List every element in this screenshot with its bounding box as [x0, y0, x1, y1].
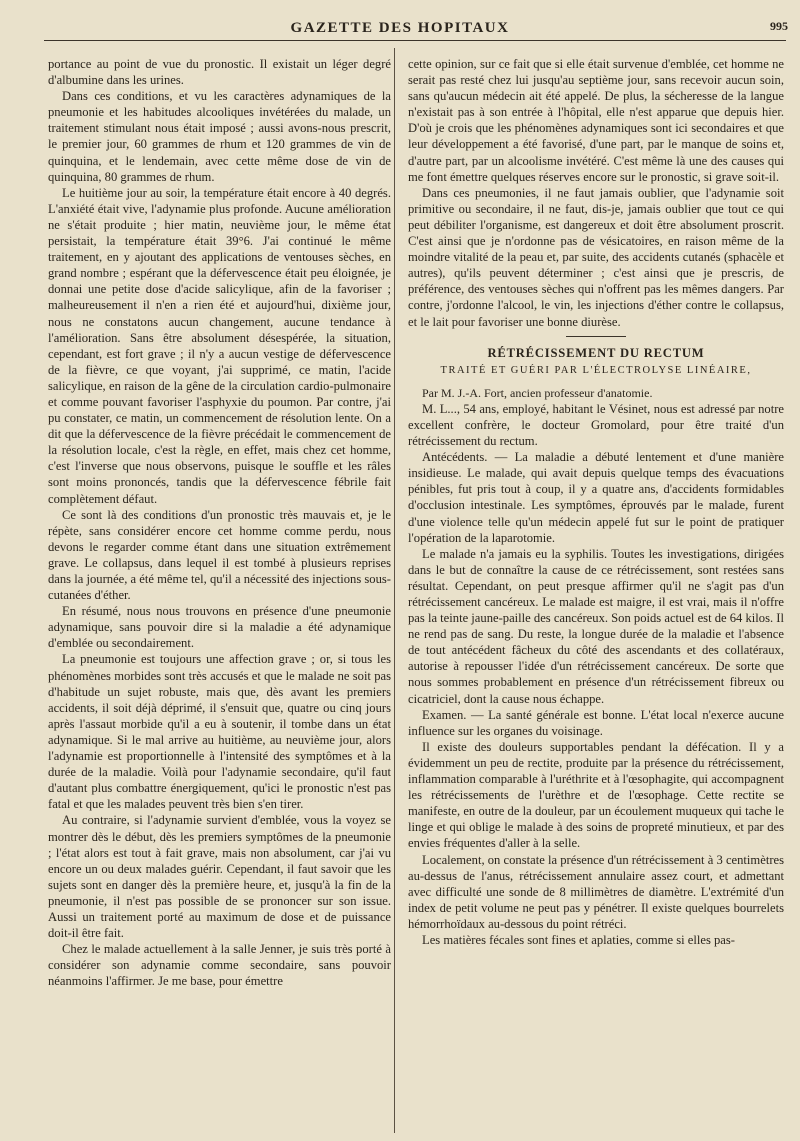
right-column	[408, 56, 784, 948]
column-divider	[394, 48, 395, 1133]
paragraph: Le huitième jour au soir, la température était encore à 40 degrés. L'anxiété était vive, l'adynamie plus profonde. Aucune amélioration ne s'était produite ; hier matin, neuvième jour, le même état persistait, la température était 39°6. J'ai continué le même traitement, en y ajoutant des applications de ventouses sèches, en grand nombre ; espérant que la défervescence était peu éloignée, je donnai une petite dose d'acide salicylique, afin de la favoriser ; malheureusement il n'en a rien été et aujourd'hui, dixième jour, nous ne constatons aucun changement, aucune tendance à l'amélioration. Sans être absolument désespérée, la situation, cependant, est fort grave ; il n'y a aucun vestige de défervescence de la fièvre, ce que voyant, j'ai supprimé, ce matin, l'acide salicylique, en raison de la gêne de la circulation cardio-pulmonaire et comme pouvant favoriser l'asphyxie du poumon. Par contre, j'ai pu constater, ce matin, un commencement de résolution lente. On a dit que la défervescence de la fièvre précédait le commencement de la résolution locale, c'est la règle, en effet, mais chez cet homme, c'est l'inverse que nous observons, puisque le souffle et les râles sont moins prononcés, tandis que la défervescence fébrile fait complètement défaut.	[48, 185, 391, 506]
paragraph: Il existe des douleurs supportables pendant la défécation. Il y a évidemment un peu de rectite, produite par la présence du rétrécissement, inflammation comparable à l'uréthrite et à l'œsophagite, qui accompagnent les rétrécissements de l'urèthre et de l'œsophage. Cette rectite se manifeste, en outre de la douleur, par un écoulement muqueux qui tache le linge et qui oblige le malade à des soins de propreté minutieux, et par des envies fréquentes d'aller à la selle.	[408, 739, 784, 851]
paragraph: cette opinion, sur ce fait que si elle était survenue d'emblée, cet homme ne serait pas resté chez lui jusqu'au septième jour, sans recevoir aucun soin, sans qu'aucun médecin ait été appelé. De plus, la sécheresse de la langue n'existait pas à son entrée à l'hôpital, elle n'est apparue que depuis hier. D'où je crois que les phénomènes adynamiques sont ici secondaires et que leur développement a été favorisé, d'une part, par le manque de soins et, d'autre part, par un alcoolisme invétéré. C'est même là une des causes qui me font émettre quelques réserves encore sur le pronostic, si grave soit-il.	[408, 57, 784, 184]
journal-title: GAZETTE DES HOPITAUX	[290, 20, 510, 36]
paragraph: En résumé, nous nous trouvons en présence d'une pneumonie adynamique, sans pouvoir dire si la maladie a été adynamique d'emblée ou secondairement.	[48, 604, 391, 651]
paragraph: M. L..., 54 ans, employé, habitant le Vésinet, nous est adressé par notre excellent confrère, le docteur Gromolard, pour être traité d'un rétrécissement du rectum.	[408, 401, 784, 449]
header-rule	[44, 40, 786, 41]
paragraph: Ce sont là des conditions d'un pronostic très mauvais et, je le répète, sans considérer encore cet homme comme perdu, nous devons le regarder comme étant dans une situation extrêmement grave. Le collapsus, dans lequel il est tombé à plusieurs reprises dans la journée, a été même tel, qu'il a nécessité des injections sous-cutanées d'éther.	[48, 507, 391, 603]
paragraph: Localement, on constate la présence d'un rétrécissement à 3 centimètres au-dessus de l'anus, rétrécissement annulaire assez court, et admettant avec difficulté une sonde de 8 millimètres de diamètre. L'extrémité d'un index de petit volume ne peut pas y pénétrer. Il existe quelques bourrelets hémorrhoïdaux au-dessous du point rétréci.	[408, 852, 784, 931]
section-rule	[566, 336, 626, 337]
author-line: Par M. J.-A. Fort, ancien professeur d'anatomie.	[422, 385, 653, 400]
paragraph: Antécédents. — La maladie a débuté lentement et d'une manière insidieuse. Le malade, qui avait depuis quelque temps des évacuations pénibles, fut pris tout à coup, il y a quatre ans, d'accidents formidables d'occlusion intestinale. Les symptômes, éprouvés par le malade, furent d'une violence telle qu'un médecin appelé fut sur le point de pratiquer l'opération de la laparotomie.	[408, 450, 784, 545]
paragraph: Au contraire, si l'adynamie survient d'emblée, vous la voyez se montrer dès le début, dès les premiers symptômes de la pneumonie ; l'état alors est tout à fait grave, mais non absolument, car j'ai vu encore un ou deux malades guérir. Cependant, il faut savoir que les sujets sont en danger dès la première heure, et, jusqu'à la fin de la pneumonie, il n'est pas possible de se prononcer sur son issue. Aussi un traitement porté au maximum de dose et de puissance doit-il être fait.	[48, 813, 391, 941]
left-column	[48, 56, 391, 989]
paragraph: La pneumonie est toujours une affection grave ; or, si tous les phénomènes morbides sont très accusés et que le malade ne soit pas d'habitude un sujet robuste, mais que, dès avant les premiers accidents, il soit déjà déprimé, il s'ensuit que, quatre ou cinq jours après l'assaut morbide qu'il a eu à soutenir, il tombe dans un état adynamique. Si le mal arrive au huitième, au neuvième jour, alors l'adynamie est proportionnelle à l'intensité des symptômes et à la durée de la maladie. Voilà pour l'adynamie secondaire, qu'il faut d'autant plus combattre énergiquement, qu'ici le pronostic n'est pas fatal et que les malades peuvent très bien s'en tirer.	[48, 652, 391, 812]
section-title: RÉTRÉCISSEMENT DU RECTUM	[487, 345, 705, 360]
paragraph: Examen. — La santé générale est bonne. L'état local n'exerce aucune influence sur les organes du voisinage.	[408, 707, 784, 738]
section-subtitle: TRAITÉ ET GUÉRI PAR L'ÉLECTROLYSE LINÉAIRE,	[440, 364, 752, 376]
page-header	[0, 6, 800, 36]
paragraph: portance au point de vue du pronostic. Il existait un léger degré d'albumine dans les urines.	[48, 57, 391, 88]
paragraph: Chez le malade actuellement à la salle Jenner, je suis très porté à considérer son adynamie comme secondaire, sans pouvoir néanmoins l'affirmer. Je me base, pour émettre	[48, 942, 391, 989]
paragraph: Dans ces conditions, et vu les caractères adynamiques de la pneumonie et les habitudes alcooliques invétérées du malade, un traitement stimulant nous était imposé ; aussi avons-nous prescrit, le premier jour, 60 grammes de rhum et 120 grammes de vin de quinquina, et le lendemain, avec cette même dose de vin de quinquina, 80 grammes de rhum.	[48, 89, 391, 184]
page-number: 995	[770, 19, 788, 33]
paragraph: Le malade n'a jamais eu la syphilis. Toutes les investigations, dirigées dans le but de connaître la cause de ce rétrécissement, sont restées sans résultat. Cependant, on peut presque affirmer qu'il ne s'agit pas d'un rétrécissement cancéreux. Le malade est maigre, il est vrai, mais il n'offre pas la teinte jaune-paille des cancéreux. Son poids actuel est de 64 kilos. Il ne rend pas de sang. Du reste, la longue durée de la maladie et l'absence de tout antécédent fâcheux du côté des ascendants et des collatéraux, autorise à repousser l'idée d'un rétrécissement cancéreux. De sorte que nous sommes probablement en présence d'un rétrécissement fibreux ou cicatriciel, dont la cause nous échappe.	[408, 546, 784, 706]
paragraph: Dans ces pneumonies, il ne faut jamais oublier, que l'adynamie soit primitive ou secondaire, il ne faut, dis-je, jamais oublier que tout ce qui peut débiliter l'organisme, est dangereux et doit être absolument proscrit. C'est ainsi que je n'ordonne pas de vésicatoires, en raison même de la moindre vitalité de la peau et, par suite, des accidents cutanés (sphacèle et autres), qu'ils peuvent déterminer ; c'est ainsi que je prescris, de préférence, des ventouses sèches qui n'offrent pas les mêmes dangers. Par contre, j'ordonne l'alcool, le vin, les injections d'éther contre le collapsus, et le lait pour favoriser une bonne diurèse.	[408, 185, 784, 329]
paragraph: Les matières fécales sont fines et aplaties, comme si elles pas-	[422, 932, 735, 947]
